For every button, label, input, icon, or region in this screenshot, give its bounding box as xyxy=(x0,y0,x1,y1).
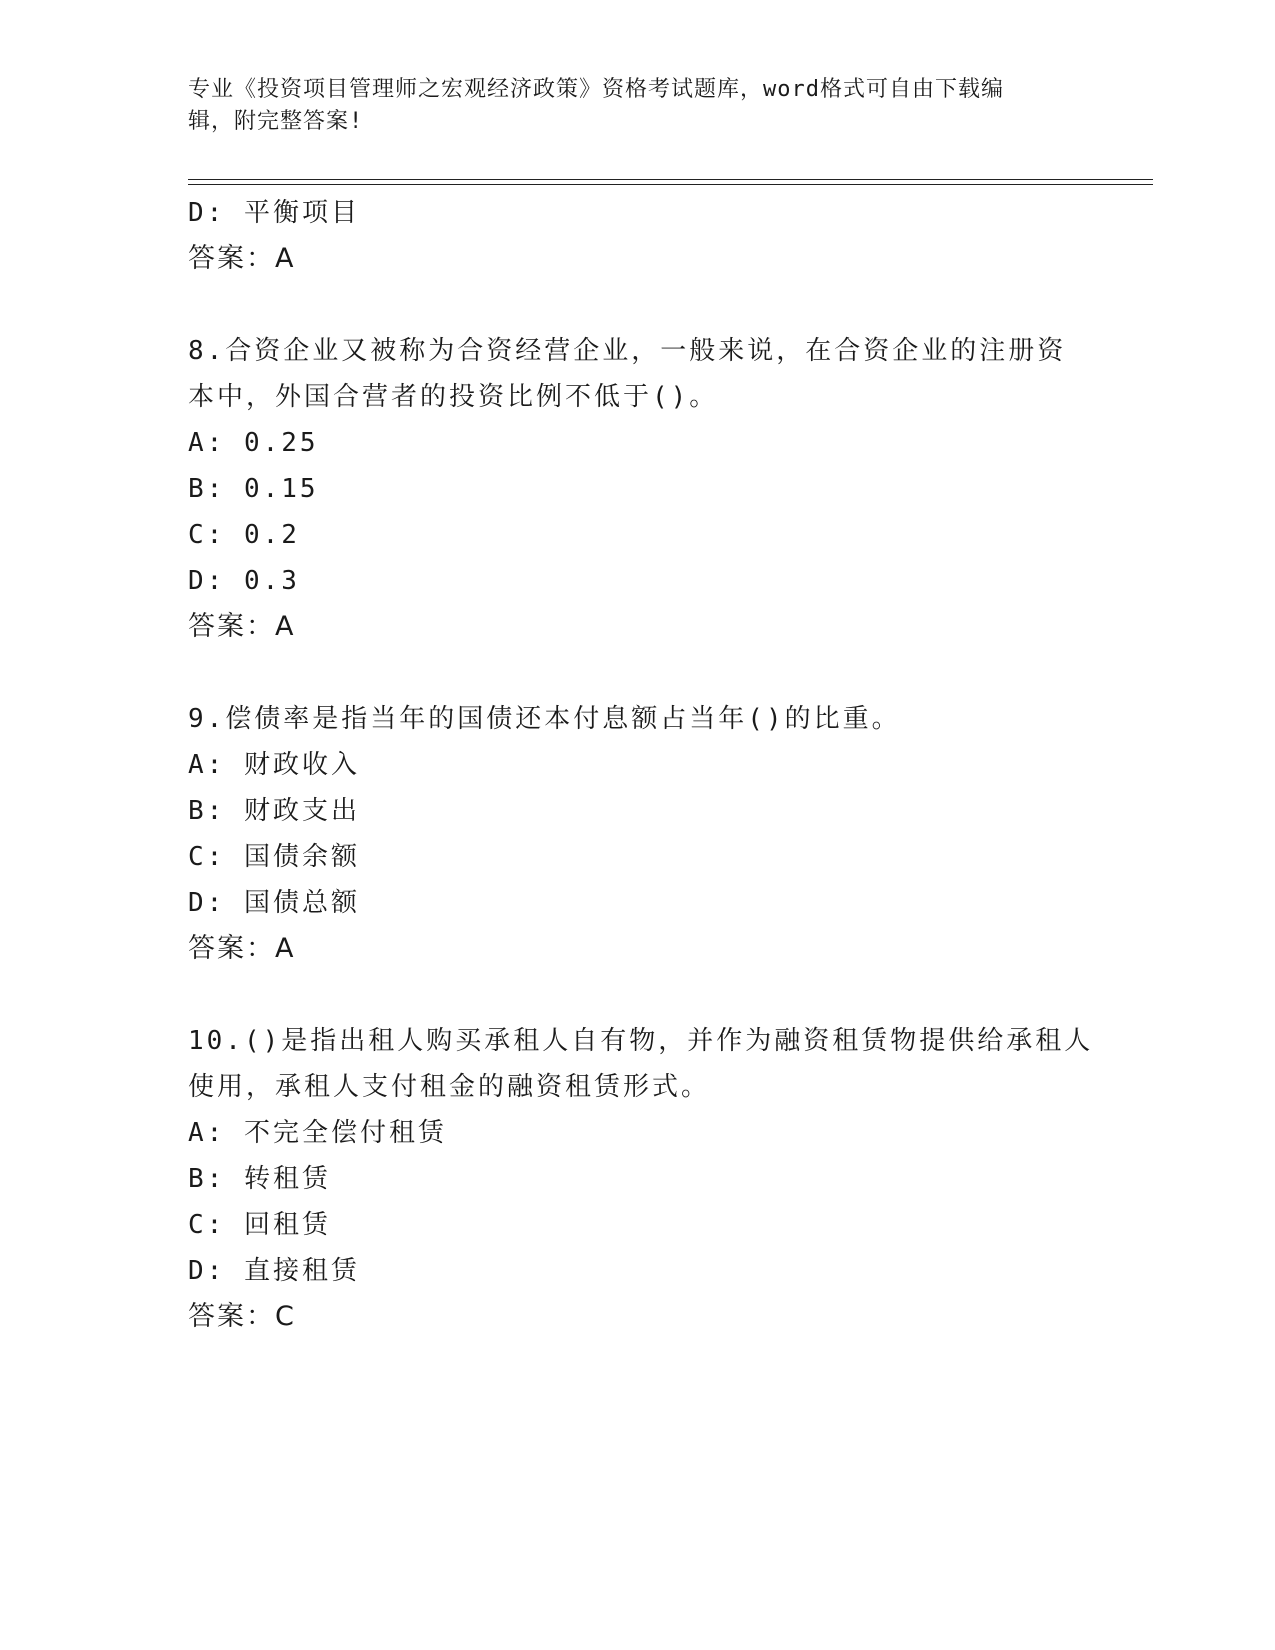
option-b: B: 转租赁 xyxy=(188,1164,331,1194)
header-divider-top xyxy=(188,179,1153,180)
document-header xyxy=(188,74,1088,138)
question-text-line-1: 8.合资企业又被称为合资经营企业，一般来说，在合资企业的注册资 xyxy=(188,336,1067,366)
question-block-8 xyxy=(188,328,1088,650)
option-a: A: 0.25 xyxy=(188,428,319,458)
question-text-line-2: 使用，承租人支付租金的融资租赁形式。 xyxy=(188,1072,711,1102)
option-c: C: 国债余额 xyxy=(188,842,360,872)
option-c: C: 0.2 xyxy=(188,520,300,550)
question-text-line-2: 本中，外国合营者的投资比例不低于()。 xyxy=(188,382,719,412)
question-block-previous xyxy=(188,190,1088,282)
option-d: D: 0.3 xyxy=(188,566,300,596)
question-list xyxy=(188,190,1094,1340)
option-d: D: 国债总额 xyxy=(188,888,360,918)
header-divider-bottom xyxy=(188,184,1153,185)
header-line-2: 辑，附完整答案! xyxy=(188,109,364,134)
option-a: A: 财政收入 xyxy=(188,750,360,780)
spacer xyxy=(188,650,1088,696)
spacer xyxy=(188,972,1088,1018)
spacer xyxy=(188,282,1088,328)
option-d: D: 直接租赁 xyxy=(188,1256,360,1286)
option-b: B: 0.15 xyxy=(188,474,319,504)
answer-line: 答案：A xyxy=(188,611,296,642)
answer-line: 答案：C xyxy=(188,1301,296,1332)
option-c: C: 回租赁 xyxy=(188,1210,331,1240)
option-b: B: 财政支出 xyxy=(188,796,360,826)
question-block-10 xyxy=(188,1018,1094,1340)
answer-line: 答案：A xyxy=(188,243,296,274)
answer-line: 答案：A xyxy=(188,933,296,964)
option-d: D: 平衡项目 xyxy=(188,198,360,228)
option-a: A: 不完全偿付租赁 xyxy=(188,1118,447,1148)
question-text-line-1: 9.偿债率是指当年的国债还本付息额占当年()的比重。 xyxy=(188,704,901,734)
header-line-1: 专业《投资项目管理师之宏观经济政策》资格考试题库，word格式可自由下载编 xyxy=(188,77,1004,102)
question-text-line-1: 10.()是指出租人购买承租人自有物，并作为融资租赁物提供给承租人 xyxy=(188,1026,1094,1056)
question-block-9 xyxy=(188,696,1088,972)
